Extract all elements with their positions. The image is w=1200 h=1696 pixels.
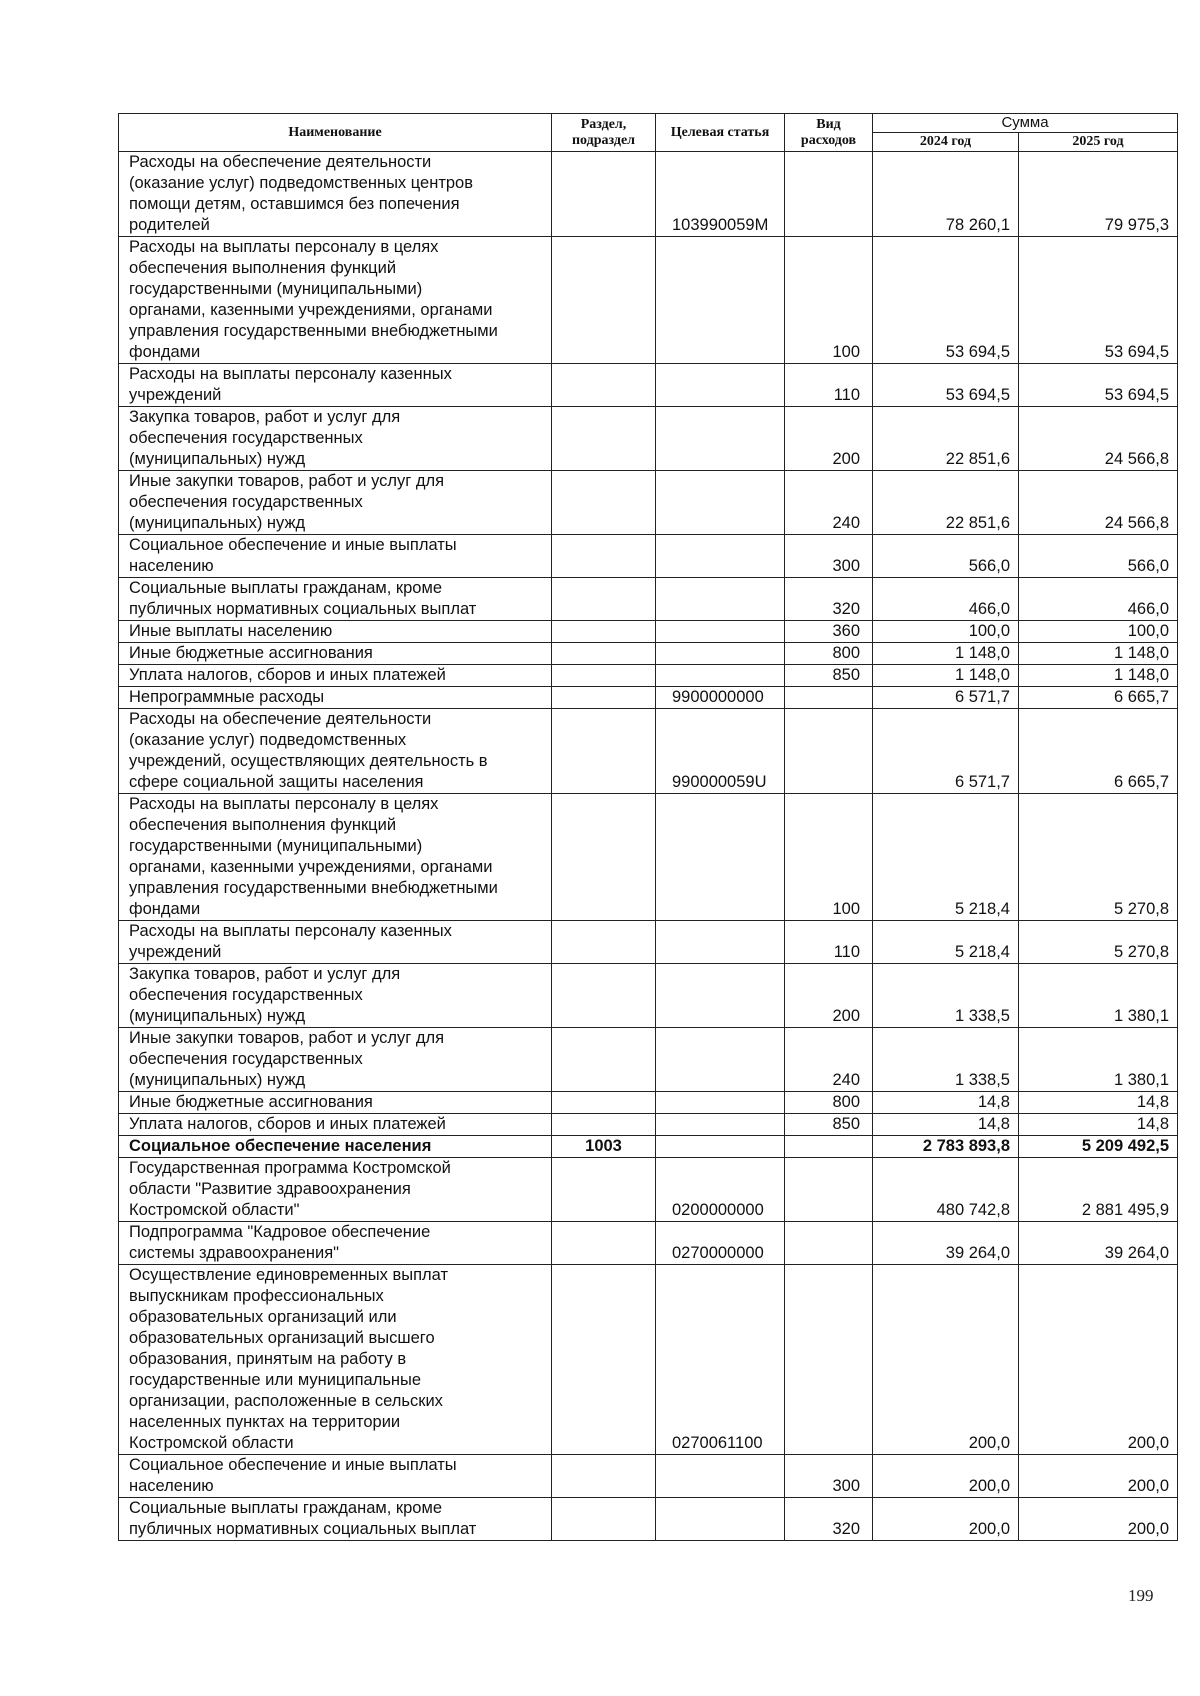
row-amount-2024: 14,8 xyxy=(873,1092,1019,1114)
table-row xyxy=(119,1498,1178,1541)
row-article: 990000059U xyxy=(656,709,785,794)
row-amount-2024: 6 571,7 xyxy=(873,709,1019,794)
row-amount-2025: 6 665,7 xyxy=(1019,687,1178,709)
header-article: Целевая статья xyxy=(656,114,785,152)
row-article xyxy=(656,621,785,643)
header-year-2024: 2024 год xyxy=(873,133,1019,152)
row-amount-2024: 78 260,1 xyxy=(873,152,1019,237)
row-amount-2024: 5 218,4 xyxy=(873,921,1019,964)
page-number: 199 xyxy=(1128,1586,1154,1605)
row-article xyxy=(656,643,785,665)
table-header xyxy=(119,114,1178,152)
row-kind: 320 xyxy=(785,578,873,621)
row-kind: 800 xyxy=(785,1092,873,1114)
row-article xyxy=(656,1028,785,1092)
table-row xyxy=(119,709,1178,794)
table-row xyxy=(119,152,1178,237)
row-amount-2025: 53 694,5 xyxy=(1019,237,1178,364)
row-amount-2024: 39 264,0 xyxy=(873,1222,1019,1265)
row-amount-2024: 1 338,5 xyxy=(873,1028,1019,1092)
row-kind xyxy=(785,709,873,794)
row-name: Уплата налогов, сборов и иных платежей xyxy=(119,1114,552,1136)
row-name: Закупка товаров, работ и услуг для обеспечения государственных (муниципальных) нужд xyxy=(119,964,552,1028)
row-name: Социальные выплаты гражданам, кроме публичных нормативных социальных выплат xyxy=(119,1498,552,1541)
row-amount-2025: 1 148,0 xyxy=(1019,643,1178,665)
row-amount-2024: 6 571,7 xyxy=(873,687,1019,709)
row-kind: 100 xyxy=(785,237,873,364)
row-section xyxy=(552,364,656,407)
row-article: 0270061100 xyxy=(656,1265,785,1455)
row-kind: 240 xyxy=(785,471,873,535)
table-row xyxy=(119,535,1178,578)
row-amount-2025: 24 566,8 xyxy=(1019,407,1178,471)
row-section xyxy=(552,643,656,665)
row-article xyxy=(656,1092,785,1114)
row-section xyxy=(552,921,656,964)
row-amount-2024: 22 851,6 xyxy=(873,471,1019,535)
row-name: Иные закупки товаров, работ и услуг для обеспечения государственных (муниципальных) нужд xyxy=(119,1028,552,1092)
row-amount-2024: 200,0 xyxy=(873,1265,1019,1455)
row-amount-2024: 466,0 xyxy=(873,578,1019,621)
row-name: Уплата налогов, сборов и иных платежей xyxy=(119,665,552,687)
row-kind: 110 xyxy=(785,921,873,964)
row-kind: 300 xyxy=(785,535,873,578)
row-amount-2025: 5 209 492,5 xyxy=(1019,1136,1178,1158)
header-kind: Вид расходов xyxy=(785,114,873,152)
row-amount-2024: 53 694,5 xyxy=(873,364,1019,407)
table-row xyxy=(119,1114,1178,1136)
row-section xyxy=(552,794,656,921)
row-name: Расходы на выплаты персоналу казенных учреждений xyxy=(119,921,552,964)
row-amount-2024: 200,0 xyxy=(873,1498,1019,1541)
row-section xyxy=(552,709,656,794)
row-kind xyxy=(785,1265,873,1455)
row-article xyxy=(656,921,785,964)
row-name: Социальное обеспечение и иные выплаты населению xyxy=(119,1455,552,1498)
table-row xyxy=(119,921,1178,964)
table-row xyxy=(119,665,1178,687)
row-article xyxy=(656,407,785,471)
row-amount-2025: 200,0 xyxy=(1019,1455,1178,1498)
row-section xyxy=(552,1498,656,1541)
table-row xyxy=(119,471,1178,535)
row-kind: 100 xyxy=(785,794,873,921)
row-section xyxy=(552,152,656,237)
row-kind: 320 xyxy=(785,1498,873,1541)
row-article xyxy=(656,535,785,578)
row-name: Расходы на выплаты персоналу казенных учреждений xyxy=(119,364,552,407)
row-kind: 300 xyxy=(785,1455,873,1498)
table-row xyxy=(119,1092,1178,1114)
row-article: 0270000000 xyxy=(656,1222,785,1265)
row-amount-2025: 24 566,8 xyxy=(1019,471,1178,535)
row-amount-2025: 5 270,8 xyxy=(1019,921,1178,964)
row-section xyxy=(552,1265,656,1455)
row-article xyxy=(656,665,785,687)
row-name: Социальное обеспечение и иные выплаты населению xyxy=(119,535,552,578)
row-amount-2025: 14,8 xyxy=(1019,1114,1178,1136)
table-row xyxy=(119,1136,1178,1158)
table-body xyxy=(119,152,1178,1541)
row-section xyxy=(552,1028,656,1092)
table-row xyxy=(119,1455,1178,1498)
table-row xyxy=(119,1028,1178,1092)
row-article xyxy=(656,1455,785,1498)
row-name: Иные выплаты населению xyxy=(119,621,552,643)
row-section xyxy=(552,1222,656,1265)
row-section xyxy=(552,621,656,643)
row-article: 0200000000 xyxy=(656,1158,785,1222)
row-kind: 200 xyxy=(785,407,873,471)
row-name: Расходы на обеспечение деятельности (оказание услуг) подведомственных центров помощи детям, оставшимся без попечения родителей xyxy=(119,152,552,237)
row-section: 1003 xyxy=(552,1136,656,1158)
budget-table xyxy=(118,113,1178,1541)
row-section xyxy=(552,964,656,1028)
row-name: Расходы на выплаты персоналу в целях обеспечения выполнения функций государственными (муниципальными) органами, казенными учреждениями, органами управления государственными внебюджетными фондами xyxy=(119,794,552,921)
row-article xyxy=(656,1136,785,1158)
table-row xyxy=(119,687,1178,709)
row-name: Расходы на обеспечение деятельности (оказание услуг) подведомственных учреждений, осуществляющих деятельность в сфере социальной защиты населения xyxy=(119,709,552,794)
row-name: Иные бюджетные ассигнования xyxy=(119,1092,552,1114)
row-article xyxy=(656,964,785,1028)
row-name: Осуществление единовременных выплат выпускникам профессиональных образовательных организаций или образовательных организаций высшего образования, принятым на работу в государственные или муниципальные организации, расположенные в сельских населенных пунктах на территории Костромской области xyxy=(119,1265,552,1455)
table-row xyxy=(119,364,1178,407)
row-amount-2025: 5 270,8 xyxy=(1019,794,1178,921)
row-kind: 850 xyxy=(785,1114,873,1136)
header-sum: Сумма xyxy=(873,114,1178,133)
row-kind xyxy=(785,687,873,709)
row-amount-2025: 100,0 xyxy=(1019,621,1178,643)
row-amount-2024: 1 148,0 xyxy=(873,643,1019,665)
row-amount-2025: 566,0 xyxy=(1019,535,1178,578)
row-section xyxy=(552,535,656,578)
row-section xyxy=(552,578,656,621)
row-amount-2024: 22 851,6 xyxy=(873,407,1019,471)
row-kind: 850 xyxy=(785,665,873,687)
header-name: Наименование xyxy=(119,114,552,152)
row-name: Закупка товаров, работ и услуг для обеспечения государственных (муниципальных) нужд xyxy=(119,407,552,471)
row-amount-2025: 200,0 xyxy=(1019,1498,1178,1541)
row-kind xyxy=(785,1222,873,1265)
row-article xyxy=(656,237,785,364)
table-row xyxy=(119,794,1178,921)
table-row xyxy=(119,964,1178,1028)
row-section xyxy=(552,1455,656,1498)
row-amount-2025: 14,8 xyxy=(1019,1092,1178,1114)
row-article xyxy=(656,471,785,535)
row-section xyxy=(552,237,656,364)
row-name: Государственная программа Костромской области "Развитие здравоохранения Костромской области" xyxy=(119,1158,552,1222)
row-article xyxy=(656,1498,785,1541)
row-article xyxy=(656,364,785,407)
row-section xyxy=(552,1114,656,1136)
row-amount-2024: 14,8 xyxy=(873,1114,1019,1136)
row-amount-2024: 5 218,4 xyxy=(873,794,1019,921)
row-name: Социальные выплаты гражданам, кроме публичных нормативных социальных выплат xyxy=(119,578,552,621)
row-amount-2024: 100,0 xyxy=(873,621,1019,643)
table-row xyxy=(119,407,1178,471)
row-amount-2025: 1 380,1 xyxy=(1019,964,1178,1028)
table-row xyxy=(119,1222,1178,1265)
row-article xyxy=(656,1114,785,1136)
row-kind: 240 xyxy=(785,1028,873,1092)
table-row xyxy=(119,578,1178,621)
table-row xyxy=(119,621,1178,643)
row-name: Непрограммные расходы xyxy=(119,687,552,709)
row-name: Иные бюджетные ассигнования xyxy=(119,643,552,665)
row-section xyxy=(552,665,656,687)
header-year-2025: 2025 год xyxy=(1019,133,1178,152)
row-amount-2025: 2 881 495,9 xyxy=(1019,1158,1178,1222)
table-row xyxy=(119,1158,1178,1222)
row-article xyxy=(656,794,785,921)
row-amount-2025: 6 665,7 xyxy=(1019,709,1178,794)
row-amount-2024: 2 783 893,8 xyxy=(873,1136,1019,1158)
row-amount-2025: 39 264,0 xyxy=(1019,1222,1178,1265)
row-article: 103990059M xyxy=(656,152,785,237)
row-article: 9900000000 xyxy=(656,687,785,709)
row-name: Социальное обеспечение населения xyxy=(119,1136,552,1158)
row-section xyxy=(552,407,656,471)
row-amount-2024: 480 742,8 xyxy=(873,1158,1019,1222)
row-amount-2025: 200,0 xyxy=(1019,1265,1178,1455)
row-name: Иные закупки товаров, работ и услуг для обеспечения государственных (муниципальных) нужд xyxy=(119,471,552,535)
table-row xyxy=(119,237,1178,364)
row-kind: 360 xyxy=(785,621,873,643)
row-name: Подпрограмма "Кадровое обеспечение системы здравоохранения" xyxy=(119,1222,552,1265)
row-amount-2024: 53 694,5 xyxy=(873,237,1019,364)
row-kind: 200 xyxy=(785,964,873,1028)
row-amount-2024: 1 148,0 xyxy=(873,665,1019,687)
row-kind: 800 xyxy=(785,643,873,665)
row-amount-2025: 79 975,3 xyxy=(1019,152,1178,237)
row-amount-2024: 1 338,5 xyxy=(873,964,1019,1028)
row-amount-2025: 466,0 xyxy=(1019,578,1178,621)
row-section xyxy=(552,471,656,535)
table-row xyxy=(119,1265,1178,1455)
row-amount-2025: 1 148,0 xyxy=(1019,665,1178,687)
row-article xyxy=(656,578,785,621)
row-amount-2025: 1 380,1 xyxy=(1019,1028,1178,1092)
table-row xyxy=(119,643,1178,665)
row-amount-2024: 566,0 xyxy=(873,535,1019,578)
row-section xyxy=(552,1158,656,1222)
row-amount-2024: 200,0 xyxy=(873,1455,1019,1498)
row-amount-2025: 53 694,5 xyxy=(1019,364,1178,407)
row-kind xyxy=(785,1136,873,1158)
row-section xyxy=(552,1092,656,1114)
row-kind xyxy=(785,152,873,237)
row-section xyxy=(552,687,656,709)
row-kind xyxy=(785,1158,873,1222)
header-section: Раздел, подраздел xyxy=(552,114,656,152)
row-kind: 110 xyxy=(785,364,873,407)
row-name: Расходы на выплаты персоналу в целях обеспечения выполнения функций государственными (муниципальными) органами, казенными учреждениями, органами управления государственными внебюджетными фондами xyxy=(119,237,552,364)
